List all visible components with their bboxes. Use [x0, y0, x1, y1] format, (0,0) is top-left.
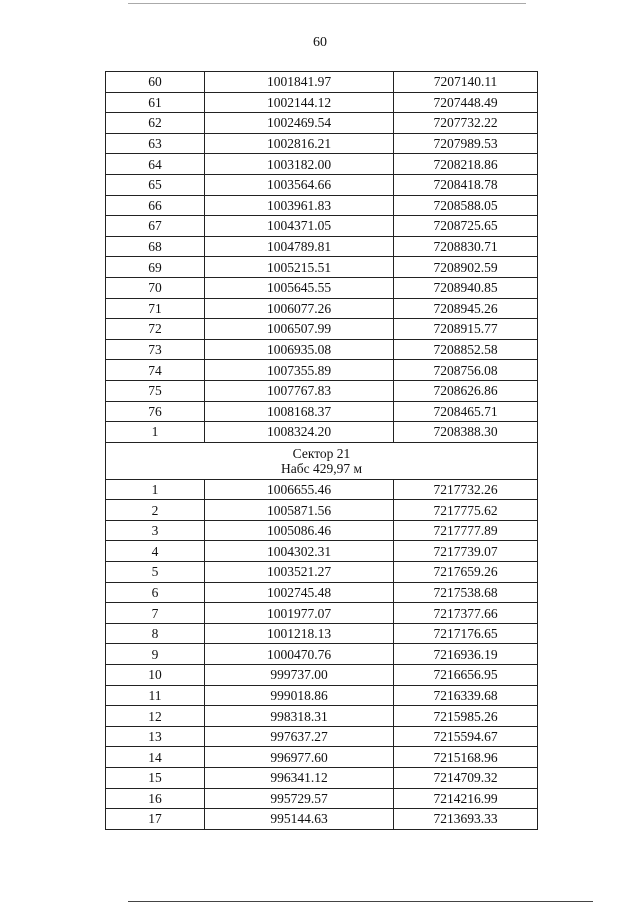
y-coordinate-cell: 7208756.08 [394, 360, 538, 381]
table-row [106, 623, 538, 644]
point-number-cell: 69 [106, 257, 205, 278]
point-number-cell: 68 [106, 236, 205, 257]
x-coordinate-cell: 1005086.46 [205, 520, 394, 541]
table-row [106, 500, 538, 521]
y-coordinate-cell: 7217775.62 [394, 500, 538, 521]
point-number-cell: 74 [106, 360, 205, 381]
point-number-cell: 13 [106, 726, 205, 747]
point-number-cell: 66 [106, 195, 205, 216]
sector-title: Сектор 21 [292, 445, 351, 461]
x-coordinate-cell: 1004302.31 [205, 541, 394, 562]
x-coordinate-cell: 996341.12 [205, 768, 394, 789]
point-number-cell: 70 [106, 277, 205, 298]
x-coordinate-cell: 1006507.99 [205, 319, 394, 340]
y-coordinate-cell: 7217659.26 [394, 562, 538, 583]
y-coordinate-cell: 7217732.26 [394, 479, 538, 500]
y-coordinate-cell: 7207732.22 [394, 113, 538, 134]
point-number-cell: 64 [106, 154, 205, 175]
table-row [106, 541, 538, 562]
table-row [106, 788, 538, 809]
table-row [106, 479, 538, 500]
x-coordinate-cell: 1008324.20 [205, 422, 394, 443]
x-coordinate-cell: 1006077.26 [205, 298, 394, 319]
table-row [106, 360, 538, 381]
x-coordinate-cell: 1003182.00 [205, 154, 394, 175]
y-coordinate-cell: 7207448.49 [394, 92, 538, 113]
table-row [106, 768, 538, 789]
x-coordinate-cell: 1004789.81 [205, 236, 394, 257]
y-coordinate-cell: 7208725.65 [394, 216, 538, 237]
point-number-cell: 4 [106, 541, 205, 562]
table-row [106, 216, 538, 237]
y-coordinate-cell: 7208852.58 [394, 339, 538, 360]
point-number-cell: 12 [106, 706, 205, 727]
table-row [106, 520, 538, 541]
coordinates-table [105, 71, 538, 830]
y-coordinate-cell: 7208940.85 [394, 277, 538, 298]
x-coordinate-cell: 996977.60 [205, 747, 394, 768]
y-coordinate-cell: 7214216.99 [394, 788, 538, 809]
table-row [106, 92, 538, 113]
table-row [106, 747, 538, 768]
top-border-line [128, 3, 526, 4]
y-coordinate-cell: 7208218.86 [394, 154, 538, 175]
y-coordinate-cell: 7207989.53 [394, 133, 538, 154]
y-coordinate-cell: 7217739.07 [394, 541, 538, 562]
point-number-cell: 61 [106, 92, 205, 113]
y-coordinate-cell: 7208388.30 [394, 422, 538, 443]
y-coordinate-cell: 7217377.66 [394, 603, 538, 624]
table-row [106, 154, 538, 175]
table-row [106, 685, 538, 706]
x-coordinate-cell: 1002144.12 [205, 92, 394, 113]
table-row [106, 195, 538, 216]
sector-header-body [106, 442, 538, 479]
x-coordinate-cell: 997637.27 [205, 726, 394, 747]
x-coordinate-cell: 995729.57 [205, 788, 394, 809]
y-coordinate-cell: 7208945.26 [394, 298, 538, 319]
table-row [106, 298, 538, 319]
table-row [106, 257, 538, 278]
table-body-upper [106, 72, 538, 443]
y-coordinate-cell: 7207140.11 [394, 72, 538, 93]
point-number-cell: 65 [106, 174, 205, 195]
y-coordinate-cell: 7208588.05 [394, 195, 538, 216]
y-coordinate-cell: 7215168.96 [394, 747, 538, 768]
x-coordinate-cell: 1003564.66 [205, 174, 394, 195]
x-coordinate-cell: 1005645.55 [205, 277, 394, 298]
y-coordinate-cell: 7215594.67 [394, 726, 538, 747]
x-coordinate-cell: 1001977.07 [205, 603, 394, 624]
sector-subtitle: Набс 429,97 м [280, 460, 363, 476]
point-number-cell: 75 [106, 380, 205, 401]
y-coordinate-cell: 7217777.89 [394, 520, 538, 541]
point-number-cell: 3 [106, 520, 205, 541]
y-coordinate-cell: 7214709.32 [394, 768, 538, 789]
table-row [106, 339, 538, 360]
table-row [106, 174, 538, 195]
x-coordinate-cell: 1001218.13 [205, 623, 394, 644]
point-number-cell: 14 [106, 747, 205, 768]
y-coordinate-cell: 7213693.33 [394, 809, 538, 830]
y-coordinate-cell: 7215985.26 [394, 706, 538, 727]
y-coordinate-cell: 7217176.65 [394, 623, 538, 644]
table-row [106, 422, 538, 443]
y-coordinate-cell: 7208902.59 [394, 257, 538, 278]
point-number-cell: 1 [106, 422, 205, 443]
point-number-cell: 1 [106, 479, 205, 500]
point-number-cell: 71 [106, 298, 205, 319]
page-number: 60 [313, 35, 327, 50]
point-number-cell: 11 [106, 685, 205, 706]
y-coordinate-cell: 7208418.78 [394, 174, 538, 195]
x-coordinate-cell: 1001841.97 [205, 72, 394, 93]
x-coordinate-cell: 1006935.08 [205, 339, 394, 360]
table-row [106, 133, 538, 154]
x-coordinate-cell: 1002469.54 [205, 113, 394, 134]
y-coordinate-cell: 7216936.19 [394, 644, 538, 665]
point-number-cell: 5 [106, 562, 205, 583]
x-coordinate-cell: 1003521.27 [205, 562, 394, 583]
y-coordinate-cell: 7208915.77 [394, 319, 538, 340]
table-row [106, 603, 538, 624]
point-number-cell: 73 [106, 339, 205, 360]
point-number-cell: 7 [106, 603, 205, 624]
table-body-lower [106, 479, 538, 829]
x-coordinate-cell: 998318.31 [205, 706, 394, 727]
table-row [106, 706, 538, 727]
table-row [106, 665, 538, 686]
x-coordinate-cell: 995144.63 [205, 809, 394, 830]
sector-header-cell [106, 442, 538, 479]
y-coordinate-cell: 7208830.71 [394, 236, 538, 257]
y-coordinate-cell: 7217538.68 [394, 582, 538, 603]
x-coordinate-cell: 1008168.37 [205, 401, 394, 422]
y-coordinate-cell: 7216339.68 [394, 685, 538, 706]
point-number-cell: 9 [106, 644, 205, 665]
table-row [106, 277, 538, 298]
point-number-cell: 10 [106, 665, 205, 686]
table-row [106, 72, 538, 93]
x-coordinate-cell: 1004371.05 [205, 216, 394, 237]
bottom-border-line [128, 901, 593, 902]
x-coordinate-cell: 1007767.83 [205, 380, 394, 401]
point-number-cell: 63 [106, 133, 205, 154]
x-coordinate-cell: 1002816.21 [205, 133, 394, 154]
table-row [106, 380, 538, 401]
table-row [106, 113, 538, 134]
y-coordinate-cell: 7208626.86 [394, 380, 538, 401]
x-coordinate-cell: 1006655.46 [205, 479, 394, 500]
x-coordinate-cell: 1000470.76 [205, 644, 394, 665]
table-row [106, 401, 538, 422]
point-number-cell: 76 [106, 401, 205, 422]
table-row [106, 726, 538, 747]
point-number-cell: 16 [106, 788, 205, 809]
x-coordinate-cell: 1002745.48 [205, 582, 394, 603]
point-number-cell: 2 [106, 500, 205, 521]
y-coordinate-cell: 7208465.71 [394, 401, 538, 422]
table-row [106, 644, 538, 665]
point-number-cell: 17 [106, 809, 205, 830]
point-number-cell: 60 [106, 72, 205, 93]
x-coordinate-cell: 1003961.83 [205, 195, 394, 216]
point-number-cell: 62 [106, 113, 205, 134]
point-number-cell: 72 [106, 319, 205, 340]
point-number-cell: 67 [106, 216, 205, 237]
sector-header-row [106, 442, 538, 479]
point-number-cell: 15 [106, 768, 205, 789]
x-coordinate-cell: 1005871.56 [205, 500, 394, 521]
table-row [106, 319, 538, 340]
x-coordinate-cell: 1007355.89 [205, 360, 394, 381]
table-row [106, 236, 538, 257]
x-coordinate-cell: 999737.00 [205, 665, 394, 686]
table-row [106, 562, 538, 583]
point-number-cell: 6 [106, 582, 205, 603]
table-row [106, 809, 538, 830]
table-row [106, 582, 538, 603]
x-coordinate-cell: 1005215.51 [205, 257, 394, 278]
x-coordinate-cell: 999018.86 [205, 685, 394, 706]
point-number-cell: 8 [106, 623, 205, 644]
y-coordinate-cell: 7216656.95 [394, 665, 538, 686]
